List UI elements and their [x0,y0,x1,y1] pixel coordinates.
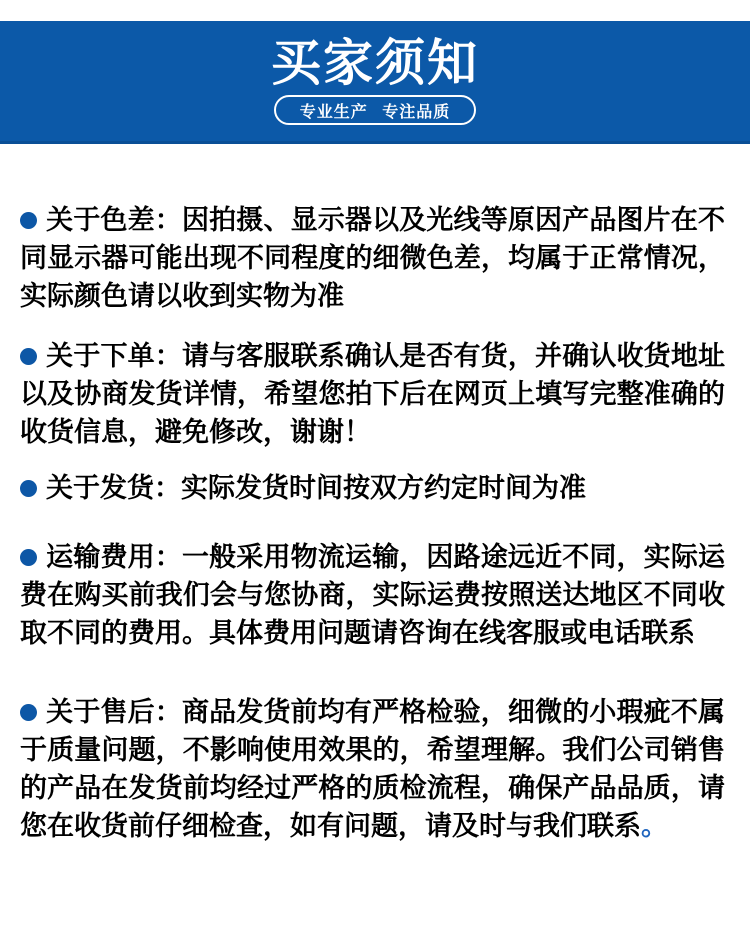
bullet-dot-icon [20,480,37,497]
page-title: 买家须知 [271,35,479,91]
subtitle-text: 专业生产 专注品质 [299,103,451,121]
notice-item-color-difference [20,201,725,315]
notice-item-after-sales [20,693,725,845]
notice-item-freight [20,538,725,652]
bullet-dot-icon [20,212,37,229]
notice-item-shipping [20,469,725,507]
notice-text: 关于售后：商品发货前均有严格检验，细微的小瑕疵不属于质量问题，不影响使用效果的，希望理解。我们公司销售的产品在发货前均经过严格的质检流程，确保产品品质，请您在收货前仔细检查，如有问题，请及时与我们联系 [20,697,725,841]
notice-text: 关于下单：请与客服联系确认是否有货，并确认收货地址以及协商发货详情，希望您拍下后在网页上填写完整准确的收货信息，避免修改，谢谢！ [20,341,725,447]
notice-item-ordering [20,337,725,451]
bullet-dot-icon [20,704,37,721]
buyer-notice-banner [0,21,750,144]
notice-text: 关于发货：实际发货时间按双方约定时间为准 [46,473,586,503]
notice-content [0,144,750,845]
subtitle-pill [274,95,476,125]
notice-text: 运输费用：一般采用物流运输，因路途远近不同，实际运费在购买前我们会与您协商，实际运费按照送达地区不同收取不同的费用。具体费用问题请咨询在线客服或电话联系 [20,542,725,648]
bullet-dot-icon [20,348,37,365]
bullet-dot-icon [20,549,37,566]
notice-text: 关于色差：因拍摄、显示器以及光线等原因产品图片在不同显示器可能出现不同程度的细微色差，均属于正常情况，实际颜色请以收到实物为准 [20,205,725,311]
notice-text-ending: 。 [641,811,668,841]
